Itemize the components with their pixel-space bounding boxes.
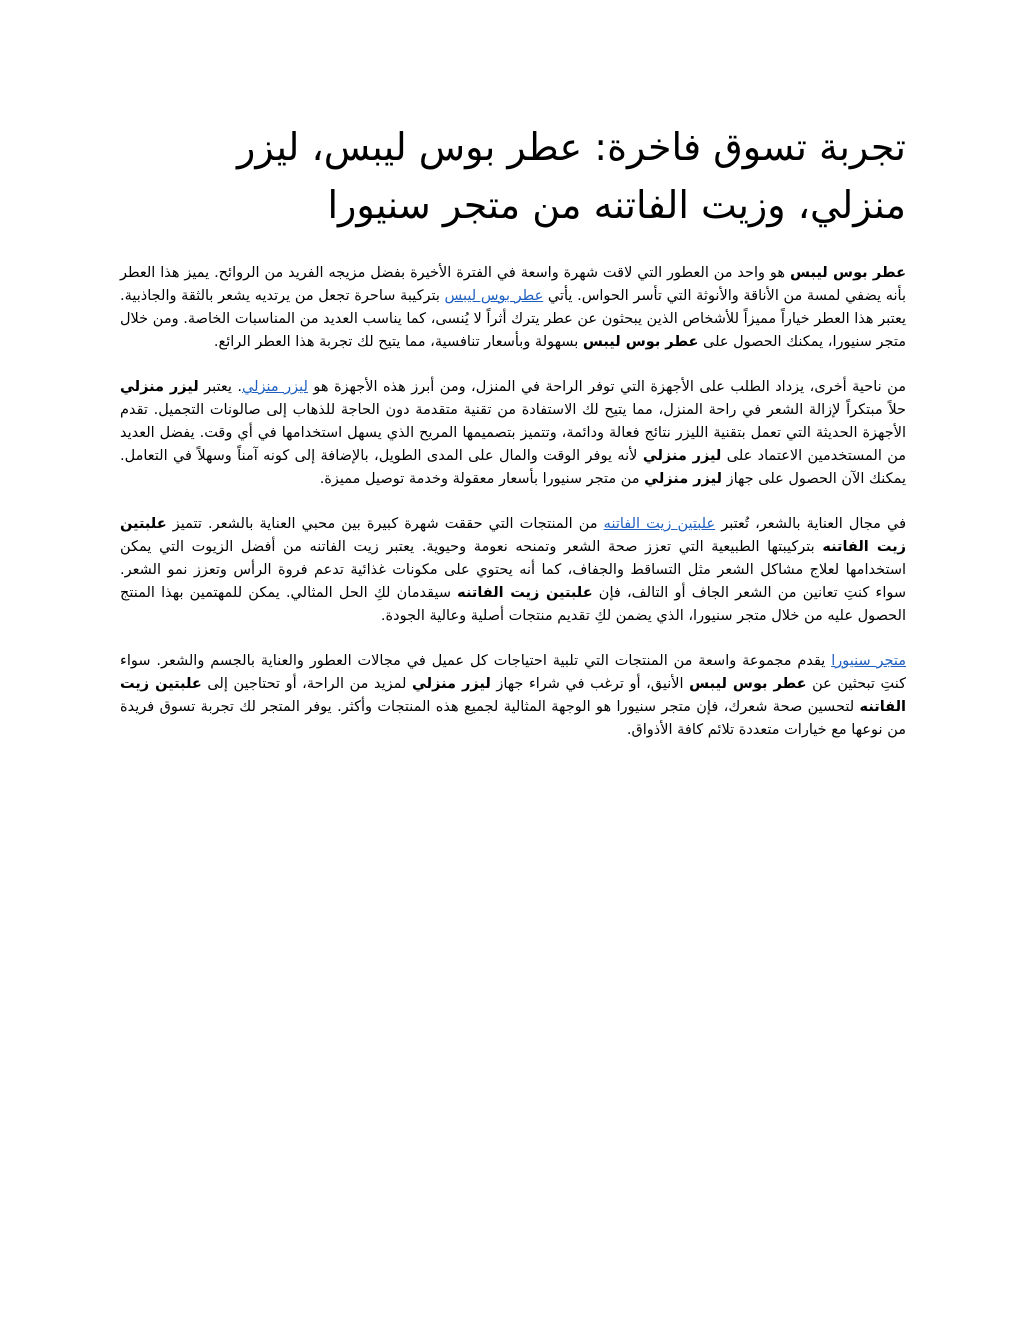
bold-keyword: ليزر منزلي <box>120 379 199 395</box>
paragraph-text: بتركيبتها الطبيعية التي تعزز صحة الشعر وتمنحه نعومة وحيوية. يعتبر زيت الفاتنه من أفضل الزيوت التي يمكن استخدامها لعلاج مشاكل الشعر مثل التساقط والجفاف، كما أنه يحتوي على مكونات غذائية تدعم فروة الرأس وتعزز نمو الشعر. سواء كنتِ تعانين من الشعر الجاف أو التالف، فإن <box>120 539 906 601</box>
bold-keyword: عطر بوس ليبس <box>789 265 906 281</box>
bold-keyword: عطر بوس ليبس <box>689 676 807 692</box>
paragraph-text: لتحسين صحة شعرك، فإن متجر سنيورا هو الوجهة المثالية لجميع هذه المنتجات وأكثر. يوفر المتجر لك تجربة تسوق فريدة من نوعها مع خيارات متعددة تلائم كافة الأذواق. <box>120 699 906 738</box>
body-paragraph <box>120 650 906 742</box>
paragraph-text: هو واحد من العطور التي لاقت شهرة واسعة في الفترة الأخيرة بفضل مزيجه الفريد من الروائح. يميز هذا العطر بأنه يضفي لمسة من الأناقة والأنوثة التي تأسر الحواس. يأتي <box>120 265 907 304</box>
paragraph-text: بسهولة وبأسعار تنافسية، مما يتيح لك تجربة هذا العطر الرائع. <box>213 334 583 350</box>
bold-keyword: ليزر منزلي <box>642 448 722 464</box>
paragraph-text: يقدم مجموعة واسعة من المنتجات التي تلبية احتياجات كل عميل في مجالات العطور والعناية بالجسم والشعر. سواء كنتِ تبحثين عن <box>120 653 906 692</box>
body-paragraph <box>120 513 906 628</box>
hyperlink[interactable]: متجر سنيورا <box>831 653 906 669</box>
body-paragraph <box>120 262 906 354</box>
paragraph-text: بتركيبة ساحرة تجعل من يرتديه يشعر بالثقة والجاذبية. يعتبر هذا العطر خياراً مميزاً للأشخاص الذين يبحثون عن عطر يترك أثراً لا يُنسى، كما يناسب العديد من المناسبات الخاصة. ومن خلال متجر سنيورا، يمكنك الحصول على <box>120 288 906 350</box>
hyperlink[interactable]: عطر بوس ليبس <box>444 288 544 304</box>
paragraph-text: سيقدمان لكِ الحل المثالي. يمكن للمهتمين بهذا المنتج الحصول عليه من خلال متجر سنيورا، الذي يضمن لكِ تقديم منتجات أصلية وعالية الجودة. <box>120 585 906 624</box>
document-page <box>120 118 906 764</box>
paragraph-text: في مجال العناية بالشعر، تُعتبر <box>715 516 907 532</box>
paragraph-text: من ناحية أخرى، يزداد الطلب على الأجهزة التي توفر الراحة في المنزل، ومن أبرز هذه الأجهزة هو <box>307 379 906 395</box>
paragraph-text: من متجر سنيورا بأسعار معقولة وخدمة توصيل مميزة. <box>319 471 645 487</box>
document-title: تجربة تسوق فاخرة: عطر بوس ليبس، ليزر منزلي، وزيت الفاتنه من متجر سنيورا <box>237 125 906 227</box>
paragraph-text: الأنيق، أو ترغب في شراء جهاز <box>490 676 690 692</box>
paragraph-text: لأنه يوفر الوقت والمال على المدى الطويل، بالإضافة إلى كونه آمناً وسهلاً في التعامل. يمكنك الآن الحصول على جهاز <box>120 448 906 487</box>
bold-keyword: ليزر منزلي <box>644 471 722 487</box>
paragraph-text: حلاً مبتكراً لإزالة الشعر في راحة المنزل، مما يتيح لك الاستفادة من تقنية متقدمة دون الحاجة للذهاب إلى صالونات التجميل. تقدم الأجهزة الحديثة التي تعمل بتقنية الليزر نتائج فعالة ودائمة، وتتميز بتصميمها المريح الذي يسهل استخدامها في أي وقت. يفضل العديد من المستخدمين الاعتماد على <box>120 402 907 464</box>
bold-keyword: علبتين زيت الفاتنه <box>457 585 593 601</box>
paragraph-text: لمزيد من الراحة، أو تحتاجين إلى <box>201 676 412 692</box>
bold-keyword: علبتين زيت الفاتنه <box>120 516 906 555</box>
document-body <box>120 262 906 742</box>
body-paragraph <box>120 376 906 491</box>
paragraph-text: . يعتبر <box>198 379 242 395</box>
bold-keyword: ليزر منزلي <box>412 676 491 692</box>
paragraph-text: من المنتجات التي حققت شهرة كبيرة بين محبي العناية بالشعر. تتميز <box>166 516 604 532</box>
hyperlink[interactable]: علبتين زيت الفاتنه <box>603 516 716 532</box>
bold-keyword: عطر بوس ليبس <box>582 334 699 350</box>
bold-keyword: علبتين زيت الفاتنه <box>120 676 906 715</box>
hyperlink[interactable]: ليزر منزلي <box>241 379 308 395</box>
